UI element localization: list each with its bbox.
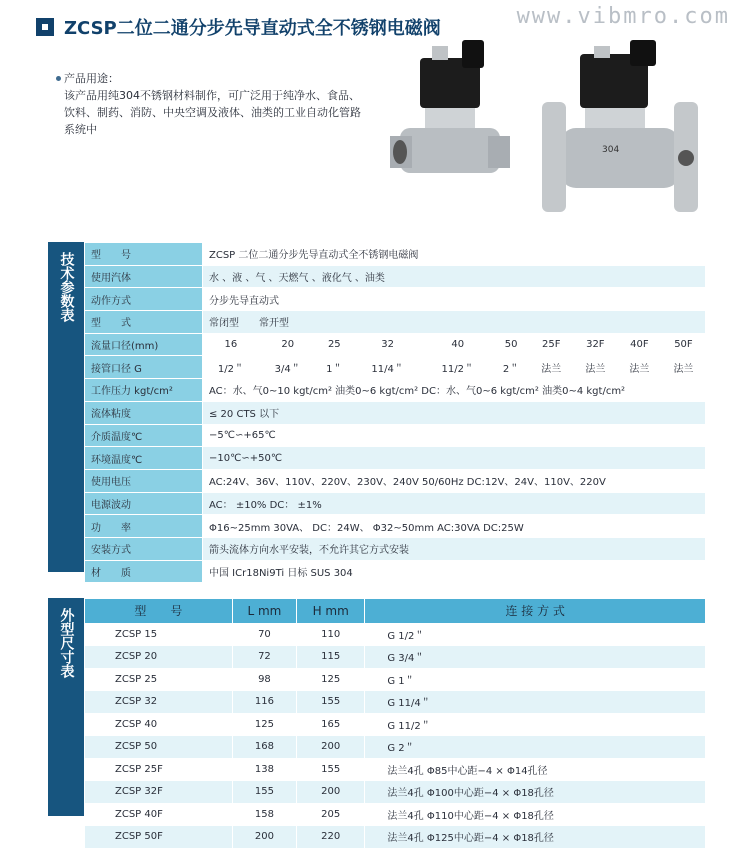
spec-value: 中国 ICr18Ni9Ti 日标 SUS 304 — [203, 560, 706, 583]
port-cell: 11/2＂ — [423, 356, 493, 379]
dim-cell: ZCSP 40F — [85, 803, 233, 826]
spec-row — [85, 401, 706, 424]
dim-cell: 155 — [297, 691, 365, 714]
spec-label: 使用汽体 — [85, 265, 203, 288]
dim-cell: G 2＂ — [365, 736, 706, 759]
title-bullet-icon — [36, 18, 54, 36]
spec-value: 分步先导直动式 — [203, 288, 706, 311]
dim-header: 连 接 方 式 — [365, 599, 706, 624]
flow-cell: 32F — [573, 333, 617, 356]
dim-cell: 116 — [232, 691, 296, 714]
spec-label: 材 质 — [85, 560, 203, 583]
flow-cell: 25 — [316, 333, 352, 356]
spec-label: 工作压力 kgt/cm² — [85, 379, 203, 402]
flow-cell: 16 — [203, 333, 260, 356]
port-cell: 1＂ — [316, 356, 352, 379]
dim-cell: 155 — [297, 758, 365, 781]
usage-label: 产品用途： — [64, 72, 119, 85]
spec-row — [85, 311, 706, 334]
port-cell: 法兰 — [617, 356, 661, 379]
dim-header: H mm — [297, 599, 365, 624]
spec-value: AC:24V、36V、110V、220V、230V、240V 50/60Hz DC:12V、24V、110V、220V — [203, 469, 706, 492]
spec-value: Φ16~25mm 30VA、 DC：24W、 Φ32~50mm AC:30VA DC:25W — [203, 515, 706, 538]
spec-label: 使用电压 — [85, 469, 203, 492]
dim-side-label — [48, 598, 84, 816]
spec-label: 动作方式 — [85, 288, 203, 311]
usage-block — [64, 70, 364, 138]
dim-cell: 125 — [232, 713, 296, 736]
spec-label: 介质温度℃ — [85, 424, 203, 447]
title-text: ZCSP二位二通分步先导直动式全不锈钢电磁阀 — [64, 18, 441, 39]
dim-row — [85, 691, 706, 714]
dim-cell: 72 — [232, 646, 296, 669]
spec-value: AC： ±10% DC： ±1% — [203, 492, 706, 515]
dim-cell: 98 — [232, 668, 296, 691]
dim-cell: 205 — [297, 803, 365, 826]
flow-row — [85, 333, 706, 356]
dimension-table — [84, 598, 706, 849]
spec-label: 流体粘度 — [85, 401, 203, 424]
dim-row — [85, 758, 706, 781]
flow-cell: 40F — [617, 333, 661, 356]
dim-cell: 125 — [297, 668, 365, 691]
spec-row — [85, 265, 706, 288]
dim-cell: G 1/2＂ — [365, 623, 706, 646]
spec-value: 常闭型 常开型 — [203, 311, 706, 334]
port-cell: 法兰 — [529, 356, 573, 379]
spec-value: 箭头流体方向水平安装，不允许其它方式安装 — [203, 537, 706, 560]
spec-row — [85, 243, 706, 266]
port-label: 接管口径 G — [85, 356, 203, 379]
dim-cell: 110 — [297, 623, 365, 646]
port-cell: 3/4＂ — [259, 356, 316, 379]
spec-label: 型 号 — [85, 243, 203, 266]
dim-cell: ZCSP 25 — [85, 668, 233, 691]
dim-row — [85, 646, 706, 669]
dim-cell: ZCSP 32F — [85, 781, 233, 804]
port-cell: 法兰 — [573, 356, 617, 379]
spec-row — [85, 492, 706, 515]
dim-cell: 115 — [297, 646, 365, 669]
flow-cell: 25F — [529, 333, 573, 356]
spec-title: 技术参数表 — [58, 252, 75, 322]
dim-cell: 138 — [232, 758, 296, 781]
dim-cell: 法兰4孔 Φ85中心距−4 × Φ14孔径 — [365, 758, 706, 781]
spec-row — [85, 560, 706, 583]
flow-cell: 40 — [423, 333, 493, 356]
spec-label: 功 率 — [85, 515, 203, 538]
spec-label: 环境温度℃ — [85, 447, 203, 470]
dim-cell: 200 — [232, 826, 296, 849]
spec-value: ≤ 20 CTS 以下 — [203, 401, 706, 424]
spec-side-label — [48, 242, 84, 572]
spec-row — [85, 537, 706, 560]
spec-value: ZCSP 二位二通分步先导直动式全不锈钢电磁阀 — [203, 243, 706, 266]
valve-marking: 304 — [602, 145, 620, 155]
dim-cell: 168 — [232, 736, 296, 759]
dim-cell: ZCSP 20 — [85, 646, 233, 669]
usage-text: 该产品用纯304不锈钢材料制作，可广泛用于纯净水、食品、饮料、制药、消防、中央空调及液体、油类的工业自动化管路系统中 — [64, 89, 361, 136]
port-row — [85, 356, 706, 379]
dim-cell: 法兰4孔 Φ125中心距−4 × Φ18孔径 — [365, 826, 706, 849]
port-cell: 11/4＂ — [353, 356, 423, 379]
dim-cell: ZCSP 25F — [85, 758, 233, 781]
spec-value: −5℃∽+65℃ — [203, 424, 706, 447]
dim-cell: ZCSP 15 — [85, 623, 233, 646]
dim-cell: ZCSP 40 — [85, 713, 233, 736]
dim-cell: 158 — [232, 803, 296, 826]
spec-row — [85, 515, 706, 538]
spec-value: 水 、液 、气 、天燃气 、液化气 、油类 — [203, 265, 706, 288]
bullet-icon — [56, 76, 61, 81]
dim-row — [85, 781, 706, 804]
spec-label: 电源波动 — [85, 492, 203, 515]
spec-label: 型 式 — [85, 311, 203, 334]
page-title — [36, 14, 441, 40]
dim-row — [85, 826, 706, 849]
dim-header: 型 号 — [85, 599, 233, 624]
flow-cell: 50 — [493, 333, 529, 356]
dim-cell: 220 — [297, 826, 365, 849]
dim-row — [85, 713, 706, 736]
port-cell: 法兰 — [661, 356, 705, 379]
spec-row — [85, 447, 706, 470]
spec-row — [85, 379, 706, 402]
dim-row — [85, 736, 706, 759]
dim-cell: G 11/2＂ — [365, 713, 706, 736]
flow-cell: 32 — [353, 333, 423, 356]
dim-cell: ZCSP 50F — [85, 826, 233, 849]
dim-row — [85, 623, 706, 646]
dim-cell: G 1＂ — [365, 668, 706, 691]
port-cell: 1/2＂ — [203, 356, 260, 379]
flow-cell: 20 — [259, 333, 316, 356]
dim-cell: 法兰4孔 Φ110中心距−4 × Φ18孔径 — [365, 803, 706, 826]
spec-value: AC：水、气0~10 kgt/cm² 油类0~6 kgt/cm² DC：水、气0~6 kgt/cm² 油类0~4 kgt/cm² — [203, 379, 706, 402]
dim-cell: G 11/4＂ — [365, 691, 706, 714]
flanged-valve-image — [540, 40, 700, 220]
dim-title: 外型尺寸表 — [58, 608, 75, 678]
watermark: www.vibmro.com — [516, 4, 730, 29]
spec-row — [85, 469, 706, 492]
dim-header: L mm — [232, 599, 296, 624]
dim-row — [85, 803, 706, 826]
spec-value: −10℃∽+50℃ — [203, 447, 706, 470]
dim-cell: G 3/4＂ — [365, 646, 706, 669]
threaded-valve-image — [390, 38, 510, 198]
spec-row — [85, 424, 706, 447]
spec-row — [85, 288, 706, 311]
dim-cell: 200 — [297, 736, 365, 759]
port-cell: 2＂ — [493, 356, 529, 379]
spec-table — [84, 242, 706, 583]
dim-cell: 165 — [297, 713, 365, 736]
dim-cell: ZCSP 50 — [85, 736, 233, 759]
dim-row — [85, 668, 706, 691]
spec-label: 安装方式 — [85, 537, 203, 560]
dim-cell: 70 — [232, 623, 296, 646]
dim-cell: 155 — [232, 781, 296, 804]
dim-cell: 200 — [297, 781, 365, 804]
dim-cell: ZCSP 32 — [85, 691, 233, 714]
flow-cell: 50F — [661, 333, 705, 356]
dim-cell: 法兰4孔 Φ100中心距−4 × Φ18孔径 — [365, 781, 706, 804]
flow-label: 流量口径(mm) — [85, 333, 203, 356]
